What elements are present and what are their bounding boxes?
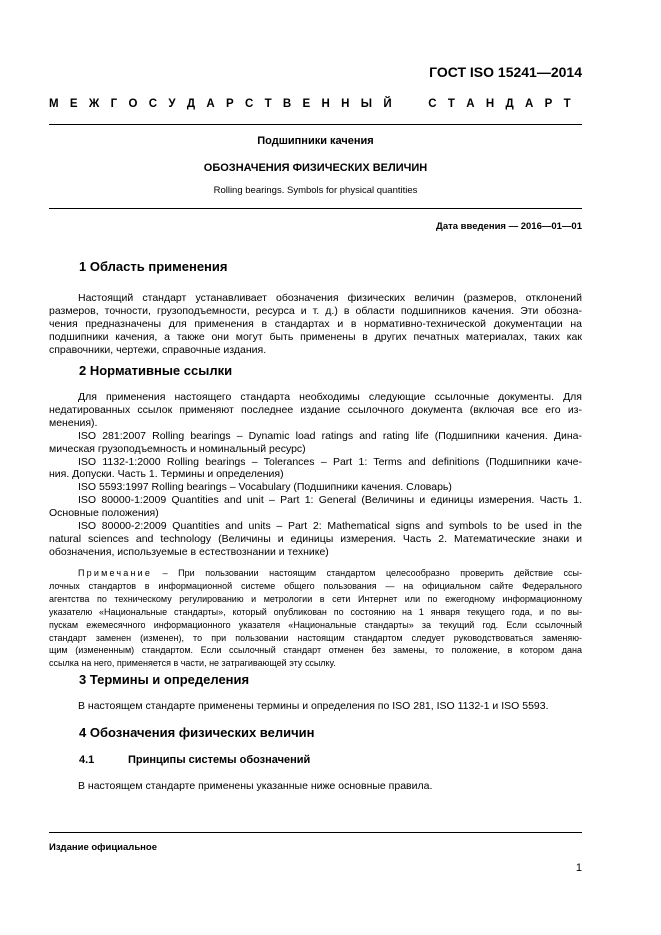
text-line: ISO 80000-1:2009 Quantities and unit – Part 1: General (Величины и единицы измерения. Часть 1. [78, 494, 582, 507]
banner-letter: Ы [360, 98, 373, 110]
banner-letter: Р [544, 98, 553, 110]
text-line: недатированных ссылок применяют последнее издание ссылочного документа (включая все его из- [49, 403, 582, 416]
note-line: агентства по техническому регулированию и метрологии в сети Интернет или по ежегодному информационному [49, 593, 582, 604]
banner-letter: Д [505, 98, 514, 110]
banner-letter: У [168, 98, 176, 110]
banner-letter: Е [69, 98, 78, 110]
text-line: ISO 1132-1:2000 Rolling bearings – Tolerances – Part 1: Terms and definitions (Подшипники каче- [78, 455, 582, 468]
banner-letter: Д [186, 98, 196, 110]
text-line: справочники, чертежи, справочные издания. [49, 343, 267, 356]
banner-letter: Ж [88, 98, 100, 110]
text-line: мическая грузоподъемность и номинальный ресурс) [49, 442, 306, 455]
text-line: ISO 80000-2:2009 Quantities and units – Part 2: Mathematical signs and symbols to be used in the [78, 520, 582, 533]
note-label: Примечание [78, 568, 153, 578]
subsection-title: Принципы системы обозначений [128, 754, 311, 766]
banner-letter: С [428, 98, 437, 110]
header-divider [49, 124, 582, 125]
note-line: щим (измененным) стандартом. Если ссылочный стандарт отменен без замены, то положение, в котором дана [49, 645, 582, 656]
section-2-heading: 2 Нормативные ссылки [79, 363, 233, 378]
text-line: подшипники качения, а также они могут быть применены в других печатных материалах, таких как [49, 330, 582, 343]
banner-gap [403, 98, 417, 110]
banner-letter: С [148, 98, 158, 110]
banner-letter: О [128, 98, 138, 110]
banner-letter: М [49, 98, 59, 110]
subject-title: Подшипники качения [257, 135, 374, 147]
title-divider [49, 208, 582, 209]
text-line: ISO 5593:1997 Rolling bearings – Vocabulary (Подшипники качения. Словарь) [78, 481, 452, 494]
section-2-note [49, 567, 582, 670]
section-2-text [49, 391, 582, 559]
banner-letter: Н [341, 98, 350, 110]
text-line: natural sciences and technology (Величины и единицы измерения. Часть 2. Математические знаки и [49, 532, 582, 545]
standard-number: ГОСТ ISO 15241—2014 [429, 64, 582, 80]
banner-letter: Т [447, 98, 455, 110]
text-line: Для применения настоящего стандарта необходимы следующие ссылочные документы. Для [78, 391, 582, 403]
banner-letter: Н [321, 98, 330, 110]
note-text: – При пользовании настоящим стандартом целесообразно проверить действие ссы- [152, 568, 582, 578]
banner-letter: В [282, 98, 292, 110]
text-line: ния. Допуски. Часть 1. Термины и определения) [49, 468, 284, 481]
banner-letter: Г [110, 98, 118, 110]
banner-letter: Р [225, 98, 234, 110]
note-line: лочных стандартов в информационной системе общего пользования — на официальном сайте Федерального [49, 580, 582, 591]
text-line: ISO 281:2007 Rolling bearings – Dynamic load ratings and rating life (Подшипники качения. Дина- [78, 429, 582, 442]
note-line: пускам ежемесячного информационного указателя «Национальные стандарты» за текущий год. Если ссылочный [49, 619, 582, 630]
banner-letter: С [244, 98, 254, 110]
note-line [49, 567, 582, 580]
interstate-standard-banner [49, 98, 571, 110]
note-line: ссылка на него, применяется в части, не затрагивающей эту ссылку. [49, 658, 336, 669]
section-3-text: В настоящем стандарте применены термины и определения по ISO 281, ISO 1132-1 и ISO 5593. [78, 700, 549, 712]
text-line: размеров, точности, грузоподъемности, ресурса и т. д.) в области подшипников качения. Эти обозна- [49, 304, 582, 317]
banner-letter: Н [485, 98, 495, 110]
subsection-number: 4.1 [79, 754, 95, 766]
introduction-date: Дата введения — 2016—01—01 [436, 221, 582, 232]
subsection-4-1-heading [79, 754, 310, 766]
section-4-heading: 4 Обозначения физических величин [79, 725, 315, 740]
document-title: ОБОЗНАЧЕНИЯ ФИЗИЧЕСКИХ ВЕЛИЧИН [203, 162, 428, 174]
banner-letter: А [206, 98, 215, 110]
text-line: Настоящий стандарт устанавливает обозначения физических величин (размеров, отклонений [78, 292, 582, 304]
page-number: 1 [575, 862, 582, 874]
text-line: чения предназначены для применения в стандартах и в нормативно-технической документации на [49, 317, 582, 330]
banner-letter: Т [563, 98, 571, 110]
text-line: менения). [49, 416, 98, 429]
banner-letter: Е [302, 98, 311, 110]
section-3-heading: 3 Термины и определения [79, 672, 250, 687]
section-1-heading: 1 Область применения [79, 259, 228, 274]
note-line: стандарт заменен (изменен), то при пользовании настоящим стандартом следует руководствоваться заменяю- [49, 632, 582, 643]
document-title-en: Rolling bearings. Symbols for physical quantities [213, 185, 418, 196]
banner-letter: А [524, 98, 534, 110]
edition-label: Издание официальное [49, 842, 157, 853]
note-line: указателю «Национальные стандарты», который опубликован по состоянию на 1 января текущего года, и по вы- [49, 606, 582, 617]
footer-divider [49, 832, 582, 833]
text-line: обозначения, используемые в естествознании и технике) [49, 545, 329, 558]
section-4-text: В настоящем стандарте применены указанные ниже основные правила. [78, 780, 433, 792]
banner-letter: Й [383, 98, 392, 110]
text-line: Основные положения) [49, 507, 159, 520]
banner-letter: А [466, 98, 475, 110]
section-1-text [49, 292, 582, 357]
banner-letter: Т [264, 98, 272, 110]
